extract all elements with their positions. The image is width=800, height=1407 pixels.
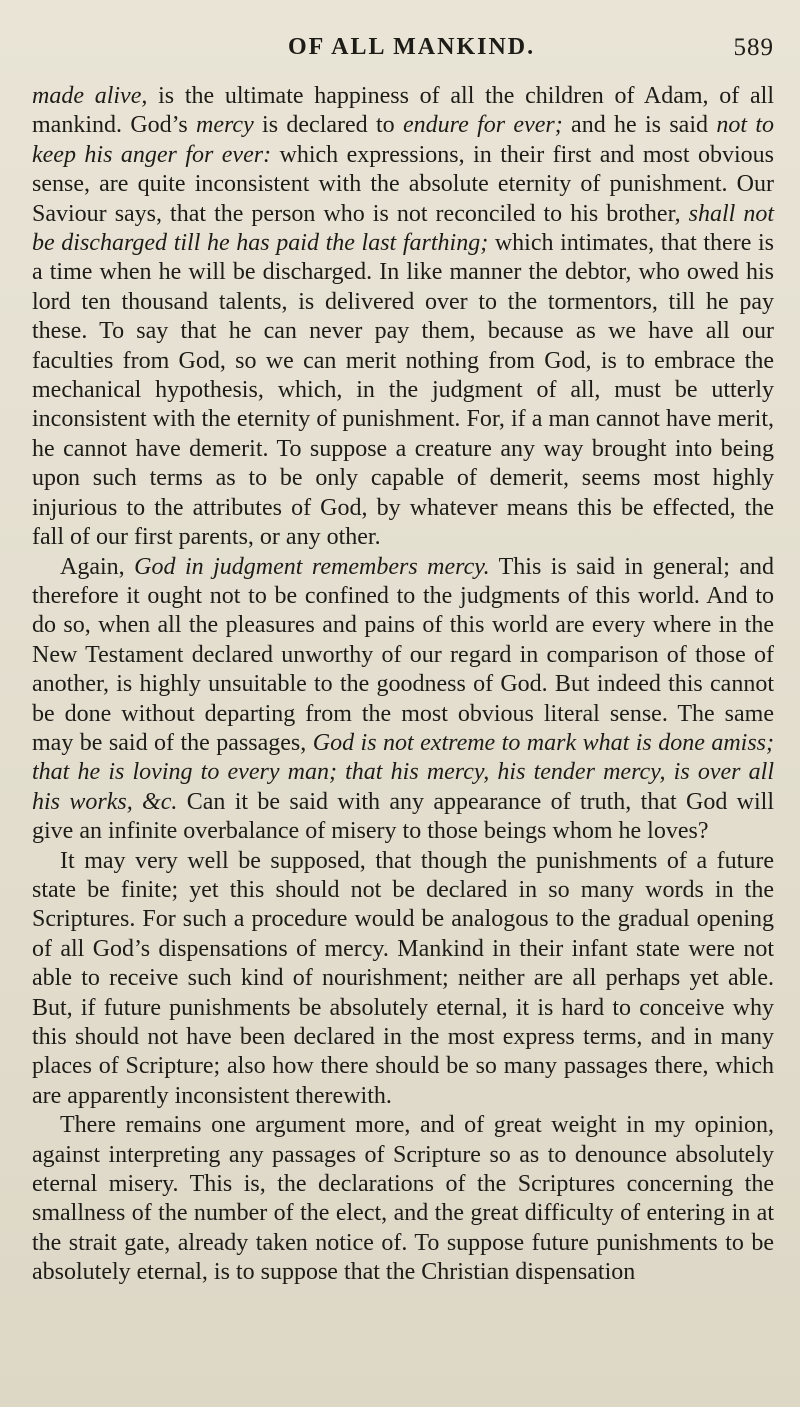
text-run: Again, bbox=[60, 553, 135, 580]
text-run: This is said in general; and therefore it ought not to be confined to the judgments of this world. And to do so, when all the pleasures and pains of this world are every where in the New Testament declared unworthy of our regard in comparison of those of another, is highly unsuitable to the goodness of God. But indeed this cannot be done without departing from the most obvious literal sense. The same may be said of the passages, bbox=[32, 553, 775, 756]
paragraph-2 bbox=[32, 553, 774, 847]
running-head-title: OF ALL MANKIND. bbox=[288, 34, 536, 60]
text-run: and he is said bbox=[562, 112, 717, 139]
paragraph-4 bbox=[32, 1111, 774, 1287]
paragraph-3 bbox=[32, 847, 774, 1112]
text-run: It may very well be supposed, that though the punishments of a future state be finite; yet this should not be declared in so many words in the Scriptures. For such a procedure would be analogous to the gradual opening of all God’s dispensations of mercy. Mankind in their infant state were not able to receive such kind of nourishment; neither are all perhaps yet able. But, if future punishments be absolutely eternal, it is hard to conceive why this should not have been declared in the most express terms, and in many places of Scripture; also how there should be so many passages there, which are apparently inconsistent therewith. bbox=[32, 847, 774, 1109]
text-run: which expressions, in their first and most obvious sense, are quite inconsistent with the absolute eternity of punishment. Our Saviour says, that the person who is not reconciled to his brother, bbox=[32, 141, 774, 227]
italic-text-run: God is not extreme to mark what is done amiss; that he is loving to every man; that his mercy, his tender mercy, is over all his works, &c. bbox=[32, 729, 775, 815]
text-run: There remains one argument more, and of great weight in my opinion, against interpreting any passages of Scripture so as to denounce absolutely eternal misery. This is, the declarations of the Scriptures concerning the smallness of the number of the elect, and the great difficulty of entering in at the strait gate, already taken notice of. To suppose future punishments to be absolutely eternal, is to suppose that the Christian dispensation bbox=[32, 1112, 774, 1286]
running-head bbox=[0, 16, 800, 61]
italic-text-run: made alive, bbox=[32, 83, 148, 109]
italic-text-run: not to keep his anger for ever: bbox=[32, 112, 774, 168]
page-number: 589 bbox=[733, 34, 774, 61]
italic-text-run: mercy bbox=[195, 112, 254, 139]
body-text bbox=[32, 82, 774, 1288]
text-run: which intimates, that there is a time when he will be discharged. In like manner the debtor, who owed his lord ten thousand talents, is delivered over to the tormentors, till he pay these. To say that he can never pay them, because as we have all our faculties from God, so we can merit nothing from God, is to embrace the mechanical hypothesis, which, in the judgment of all, must be utterly inconsistent with the eternity of punishment. For, if a man cannot have merit, he cannot have demerit. To suppose a creature any way brought into being upon such terms as to be only capable of demerit, seems most highly injurious to the attributes of God, by whatever means this be effected, the fall of our first parents, or any other. bbox=[32, 230, 774, 551]
paragraph-1 bbox=[32, 82, 774, 553]
italic-text-run: endure for ever; bbox=[403, 112, 563, 139]
italic-text-run: shall not be discharged till he has paid the last farthing; bbox=[32, 200, 774, 257]
italic-text-run: God in judgment remembers mercy. bbox=[134, 553, 490, 580]
text-run: is declared to bbox=[253, 112, 403, 139]
text-run: is the ultimate happiness of all the children of Adam, of all mankind. God’s bbox=[32, 83, 775, 139]
text-run: Can it be said with any appearance of truth, that God will give an infinite overbalance of misery to those beings whom he loves? bbox=[32, 788, 774, 845]
